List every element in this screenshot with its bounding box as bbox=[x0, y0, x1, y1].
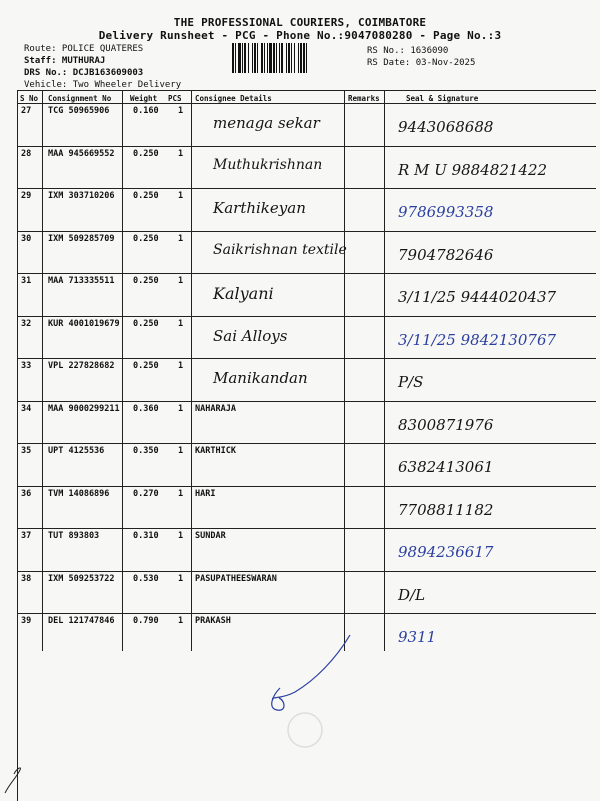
row-weight: 0.160 bbox=[133, 106, 159, 116]
col-consignee: Consignee Details bbox=[195, 94, 272, 103]
row-weight: 0.250 bbox=[133, 276, 159, 286]
row-signature: 3/11/25 9842130767 bbox=[398, 330, 557, 349]
row-sno: 33 bbox=[21, 361, 32, 371]
column-divider bbox=[191, 91, 192, 651]
row-sno: 38 bbox=[21, 573, 32, 584]
row-consignee: SUNDAR bbox=[195, 531, 226, 541]
row-handwritten-name: Sai Alloys bbox=[213, 326, 288, 345]
row-consignment: UPT 4125536 bbox=[48, 446, 105, 456]
row-consignee: PASUPATHEESWARAN bbox=[195, 573, 277, 584]
barcode-bar bbox=[254, 43, 256, 73]
row-consignment: KUR 4001019679 bbox=[48, 318, 120, 329]
row-signature: 9311 bbox=[398, 628, 437, 646]
barcode-bar bbox=[269, 43, 272, 73]
col-weight: Weight bbox=[130, 94, 158, 103]
column-divider bbox=[42, 91, 43, 651]
row-handwritten-name: Manikandan bbox=[213, 369, 308, 387]
row-weight: 0.250 bbox=[133, 191, 159, 201]
vehicle-label: Vehicle: Two Wheeler Delivery bbox=[24, 80, 182, 90]
row-signature: 9894236617 bbox=[398, 543, 494, 561]
row-weight: 0.270 bbox=[133, 488, 159, 499]
row-sno: 29 bbox=[21, 191, 32, 201]
barcode-bar bbox=[242, 43, 243, 73]
rs-number: RS No.: 1636090 bbox=[367, 46, 449, 56]
row-weight: 0.250 bbox=[133, 233, 159, 244]
row-sno: 34 bbox=[21, 403, 32, 414]
row-signature: 8300871976 bbox=[398, 415, 494, 434]
row-weight: 0.250 bbox=[133, 318, 159, 329]
row-divider bbox=[18, 401, 596, 402]
barcode-bar bbox=[235, 43, 236, 73]
row-pcs: 1 bbox=[178, 573, 184, 584]
drs-label: DRS No.: DCJB163609003 bbox=[24, 68, 144, 78]
barcode-bar bbox=[276, 43, 277, 73]
row-consignment: TCG 50965906 bbox=[48, 106, 110, 116]
row-pcs: 1 bbox=[178, 106, 184, 116]
row-sno: 37 bbox=[21, 531, 32, 541]
row-divider bbox=[18, 146, 596, 147]
barcode-bar bbox=[244, 43, 246, 73]
col-consignment: Consignment No bbox=[48, 94, 112, 103]
row-consignment: MAA 713335511 bbox=[48, 276, 115, 286]
row-weight: 0.310 bbox=[133, 531, 159, 541]
row-pcs: 1 bbox=[178, 361, 184, 371]
row-weight: 0.360 bbox=[133, 403, 159, 414]
row-consignment: MAA 945669552 bbox=[48, 148, 115, 159]
row-signature: 3/11/25 9444020437 bbox=[398, 288, 557, 306]
row-divider bbox=[18, 613, 596, 614]
row-sno: 28 bbox=[21, 148, 32, 159]
barcode-bar bbox=[252, 43, 253, 73]
barcode-bar bbox=[264, 43, 265, 73]
staff-label: Staff: MUTHURAJ bbox=[24, 56, 106, 66]
barcode-bar bbox=[267, 43, 268, 73]
row-sno: 36 bbox=[21, 488, 32, 499]
row-pcs: 1 bbox=[178, 276, 184, 286]
row-sno: 32 bbox=[21, 318, 32, 329]
barcode-bar bbox=[279, 43, 280, 73]
col-pcs: PCS bbox=[168, 94, 182, 103]
row-weight: 0.250 bbox=[133, 148, 159, 159]
barcode-bar bbox=[281, 43, 283, 73]
row-handwritten-name: Karthikeyan bbox=[213, 199, 306, 217]
barcode-bar bbox=[257, 43, 258, 73]
row-signature: 7708811182 bbox=[398, 500, 494, 519]
row-consignment: DEL 121747846 bbox=[48, 616, 115, 626]
row-divider bbox=[18, 231, 596, 232]
row-pcs: 1 bbox=[178, 191, 184, 201]
row-pcs: 1 bbox=[178, 403, 184, 414]
row-consignee: PRAKASH bbox=[195, 616, 231, 626]
row-pcs: 1 bbox=[178, 446, 184, 456]
header-divider bbox=[18, 103, 596, 104]
barcode-bar bbox=[288, 43, 290, 73]
row-pcs: 1 bbox=[178, 488, 184, 499]
row-weight: 0.250 bbox=[133, 361, 159, 371]
barcode bbox=[232, 43, 362, 73]
row-weight: 0.530 bbox=[133, 573, 159, 584]
row-signature: 7904782646 bbox=[398, 245, 494, 264]
col-remarks: Remarks bbox=[348, 94, 380, 103]
row-divider bbox=[18, 443, 596, 444]
row-divider bbox=[18, 571, 596, 572]
barcode-bar bbox=[248, 43, 249, 73]
row-signature: D/L bbox=[398, 585, 426, 604]
row-signature: 6382413061 bbox=[398, 458, 494, 476]
corner-scribble bbox=[0, 758, 30, 798]
row-pcs: 1 bbox=[178, 318, 184, 329]
row-signature: R M U 9884821422 bbox=[398, 160, 548, 179]
column-divider bbox=[384, 91, 385, 651]
row-handwritten-name: menaga sekar bbox=[213, 114, 320, 132]
row-pcs: 1 bbox=[178, 531, 184, 541]
column-divider bbox=[122, 91, 123, 651]
route-label: Route: POLICE QUATERES bbox=[24, 44, 144, 54]
row-consignee: KARTHICK bbox=[195, 446, 236, 456]
barcode-bar bbox=[238, 43, 241, 73]
row-sno: 35 bbox=[21, 446, 32, 456]
col-sno: S No bbox=[20, 94, 39, 103]
barcode-bar bbox=[303, 43, 305, 73]
row-sno: 30 bbox=[21, 233, 32, 244]
column-divider bbox=[344, 91, 345, 651]
row-sno: 27 bbox=[21, 106, 32, 116]
row-handwritten-name: Muthukrishnan bbox=[213, 156, 323, 173]
barcode-bar bbox=[286, 43, 287, 73]
row-divider bbox=[18, 528, 596, 529]
row-consignee: NAHARAJA bbox=[195, 403, 236, 414]
barcode-bar bbox=[298, 43, 299, 73]
row-consignment: TVM 14086896 bbox=[48, 488, 110, 499]
row-divider bbox=[18, 486, 596, 487]
barcode-bar bbox=[294, 43, 295, 73]
row-divider bbox=[18, 358, 596, 359]
row-divider bbox=[18, 316, 596, 317]
row-consignee: HARI bbox=[195, 488, 216, 499]
row-consignment: MAA 9000299211 bbox=[48, 403, 120, 414]
barcode-bar bbox=[291, 43, 292, 73]
row-consignment: VPL 227828682 bbox=[48, 361, 115, 371]
row-signature: P/S bbox=[398, 373, 424, 391]
row-signature: 9443068688 bbox=[398, 118, 494, 136]
rs-date: RS Date: 03-Nov-2025 bbox=[367, 58, 476, 68]
row-divider bbox=[18, 273, 596, 274]
col-signature: Seal & Signature bbox=[406, 94, 479, 103]
barcode-bar bbox=[232, 43, 234, 73]
row-sno: 39 bbox=[21, 616, 32, 626]
runsheet-title: Delivery Runsheet - PCG - Phone No.:9047080280 - Page No.:3 bbox=[98, 29, 502, 42]
barcode-bar bbox=[273, 43, 275, 73]
row-pcs: 1 bbox=[178, 233, 184, 244]
row-weight: 0.790 bbox=[133, 616, 159, 626]
row-divider bbox=[18, 188, 596, 189]
row-consignment: TUT 893803 bbox=[48, 531, 100, 541]
row-consignment: IXM 509253722 bbox=[48, 573, 115, 584]
row-handwritten-name: Kalyani bbox=[213, 284, 274, 303]
row-sno: 31 bbox=[21, 276, 32, 286]
barcode-bar bbox=[300, 43, 302, 73]
barcode-bar bbox=[261, 43, 263, 73]
pen-scribble bbox=[255, 630, 365, 750]
company-title: THE PROFESSIONAL COURIERS, COIMBATORE bbox=[173, 16, 427, 29]
row-handwritten-name: Saikrishnan textile bbox=[213, 241, 347, 258]
row-consignment: IXM 303710206 bbox=[48, 191, 115, 201]
row-consignment: IXM 509285709 bbox=[48, 233, 115, 244]
row-pcs: 1 bbox=[178, 148, 184, 159]
row-signature: 9786993358 bbox=[398, 203, 494, 221]
row-pcs: 1 bbox=[178, 616, 184, 626]
row-weight: 0.350 bbox=[133, 446, 159, 456]
barcode-bar bbox=[306, 43, 307, 73]
